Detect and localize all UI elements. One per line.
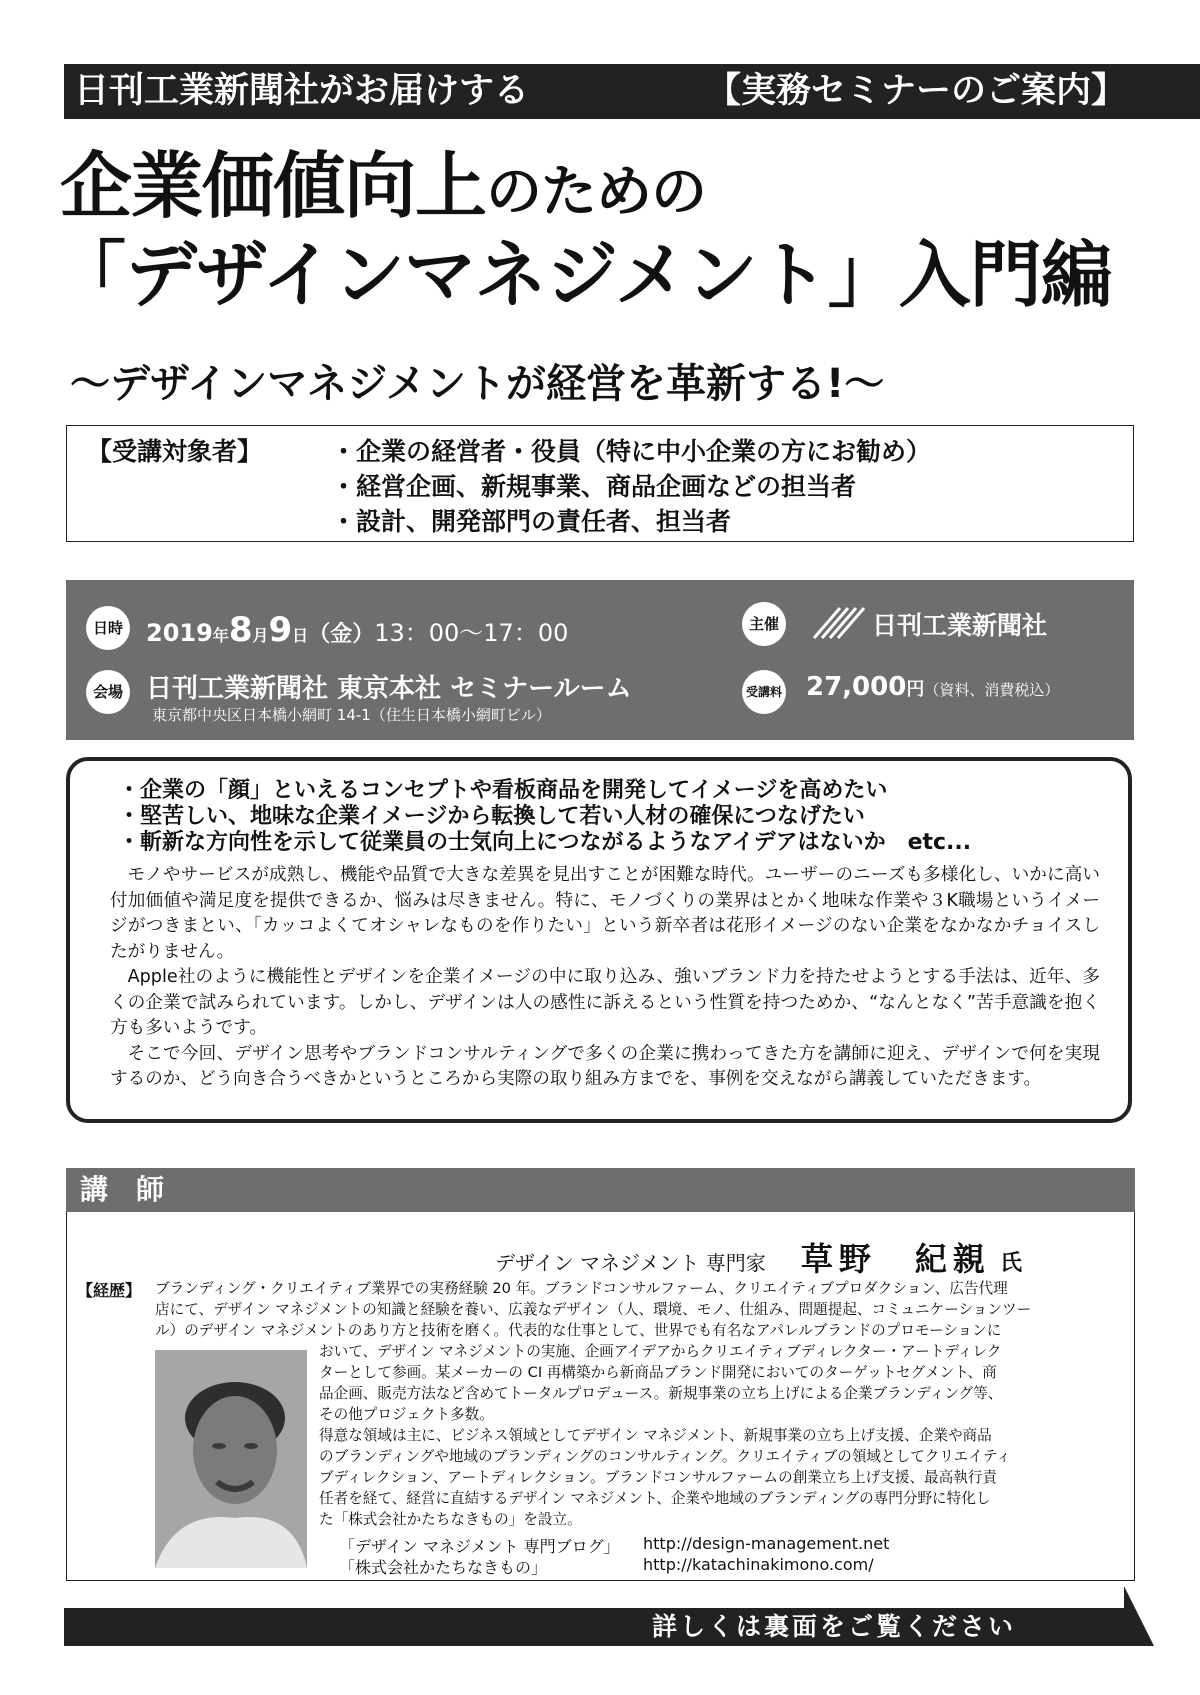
target-label: 【受講対象者】	[87, 437, 263, 466]
description-body	[110, 863, 1100, 1093]
target-item: ・企業の経営者・役員（特に中小企業の方にお勧め）	[331, 437, 932, 466]
venue-name: 日刊工業新聞社 東京本社 セミナールーム	[146, 674, 632, 704]
bullet-item: ・企業の「顔」といえるコンセプトや看板商品を開発してイメージを高めたい	[118, 778, 888, 803]
date-day-unit: 日	[292, 626, 309, 645]
career-line: ブランディング・クリエイティブ業界での実務経験 20 年。ブランドコンサルファーム、クリエイティブプロダクション、広告代理	[155, 1280, 1008, 1297]
career-line: た「株式会社かたちなきもの」を設立。	[319, 1511, 582, 1528]
date-label-badge: 日時	[86, 606, 130, 650]
description-paragraph: Apple社のように機能性とデザインを企業イメージの中に取り込み、強いブランド力を持たせようとする手法は、近年、多くの企業で試みられています。しかし、デザインは人の感性に訴えるという性質を持つためか、“なんとなく”苦手意識を抱く方も多いようです。	[110, 967, 1100, 1038]
description-paragraph: そこで今回、デザイン思考やブランドコンサルティングで多くの企業に携わってきた方を講師に迎え、デザインで何を実現するのか、どう向き合うべきかというところから実際の取り組み方までを、事例を交えながら講義していただきます。	[110, 1043, 1100, 1089]
lecturer-title: デザイン マネジメント 専門家	[495, 1251, 766, 1275]
host-label-badge: 主催	[742, 602, 786, 646]
footer-text: 詳しくは裏面をご覧ください	[652, 1612, 1017, 1641]
lecturer-name: 草野 紀親	[800, 1240, 991, 1278]
career-line: 品企画、販売方法など含めてトータルプロデュース。新規事業の立ち上げによる企業ブランディング等、	[319, 1385, 1003, 1402]
banner-left-text: 日刊工業新聞社がお届けする	[74, 71, 530, 111]
lecturer-honorific: 氏	[999, 1251, 1022, 1276]
fee-amount: 27,000	[806, 672, 907, 702]
date-weekday: （金）	[308, 622, 375, 647]
title-suffix: のための	[486, 160, 707, 225]
bullet-item: ・斬新な方向性を示して従業員の士気向上につながるようなアイデアはないか etc...	[118, 830, 972, 855]
career-line: 店にて、デザイン マネジメントの知識と経験を養い、広義なデザイン（人、環境、モノ、仕組み、問題提起、コミュニケーションツー	[155, 1301, 1032, 1318]
fee-unit: 円	[906, 679, 925, 700]
lecturer-header-text: 講 師	[80, 1173, 165, 1206]
venue-address: 東京都中央区日本橋小網町 14-1（住生日本橋小網町ビル）	[152, 706, 551, 724]
career-line: のブランディングや地域のブランディングのコンサルティング。クリエイティブの領域としてクリエイティ	[319, 1448, 1011, 1465]
career-line: その他プロジェクト多数。	[319, 1406, 494, 1423]
subtitle: 〜デザインマネジメントが経営を革新する!〜	[70, 361, 885, 407]
link-url-blog[interactable]: http://design-management.net	[643, 1534, 890, 1553]
date-month: 8	[228, 610, 253, 650]
fee-note: （資料、消費税込）	[924, 681, 1060, 699]
link-label-company: 「株式会社かたちなきもの」	[339, 1558, 548, 1577]
target-item: ・設計、開発部門の責任者、担当者	[331, 507, 732, 536]
fee-label-badge: 受講料	[742, 670, 786, 714]
title-line-1	[60, 143, 706, 236]
host-name: 日刊工業新聞社	[872, 611, 1048, 640]
fee	[806, 672, 1059, 702]
career-line: 得意な領域は主に、ビジネス領域としてデザイン マネジメント、新規事業の立ち上げ支援、企業や商品	[319, 1427, 992, 1444]
top-banner	[64, 64, 1200, 119]
event-time: 13：00〜17：00	[374, 619, 569, 647]
career-label: 【経歴】	[77, 1281, 142, 1300]
link-url-company[interactable]: http://katachinakimono.com/	[643, 1555, 874, 1574]
date-year-unit: 年	[212, 626, 229, 645]
title-line-2	[54, 232, 1112, 318]
career-line: ル）のデザイン マネジメントのあり方と技術を磨く。代表的な仕事として、世界でも有名なアパレルブランドのプロモーションに	[155, 1322, 1002, 1339]
lecturer-name-line	[495, 1234, 1022, 1280]
career-line: ターとして参画。某メーカーの CI 再構築から新商品ブランド開発においてのターゲットセグメント、商	[319, 1364, 997, 1381]
lecturer-photo	[155, 1350, 307, 1568]
career-line: おいて、デザイン マネジメントの実施、企画アイデアからクリエイティブディレクター・アートディレク	[319, 1343, 1002, 1360]
description-paragraph: モノやサービスが成熟し、機能や品質で大きな差異を見出すことが困難な時代。ユーザーのニーズも多様化し、いかに高い付加価値や満足度を提供できるか、悩みは尽きません。特に、モノづくりの業界はとかく地味な作業や３K職場というイメージがつきまとい、「カッコよくてオシャレなものを作りたい」という新卒者は花形イメージのない企業をなかなかチョイスしたがりません。	[110, 865, 1100, 962]
date-day: 9	[268, 610, 293, 650]
date-year: 2019	[146, 619, 213, 647]
seminar-description-box	[66, 757, 1132, 1123]
lecturer-header	[66, 1168, 1135, 1212]
footer-banner	[64, 1608, 1154, 1646]
banner-right-text: 【実務セミナーのご案内】	[706, 71, 1127, 111]
event-date	[146, 610, 568, 650]
target-audience-box	[66, 425, 1134, 542]
target-item: ・経営企画、新規事業、商品企画などの担当者	[331, 472, 857, 501]
bullet-item: ・堅苦しい、地味な企業イメージから転換して若い人材の確保につなげたい	[118, 804, 865, 829]
title-main: 企業価値向上	[60, 144, 487, 228]
career-line: ブディレクション、アートディレクション。ブランドコンサルファームの創業立ち上げ支援、最高執行責	[319, 1469, 998, 1486]
event-info-panel	[66, 580, 1134, 740]
host-logo-icon	[810, 604, 870, 640]
date-month-unit: 月	[252, 626, 269, 645]
career-line: 任者を経て、経営に直結するデザイン マネジメント、企業や地域のブランディングの専門分野に特化し	[319, 1490, 991, 1507]
lecturer-box	[66, 1212, 1135, 1581]
link-label-blog: 「デザイン マネジメント 専門ブログ」	[339, 1537, 620, 1556]
venue-label-badge: 会場	[86, 670, 130, 714]
lecturer-portrait-icon	[155, 1350, 307, 1568]
title-seminar-name: 「デザインマネジメント」入門編	[54, 233, 1112, 317]
